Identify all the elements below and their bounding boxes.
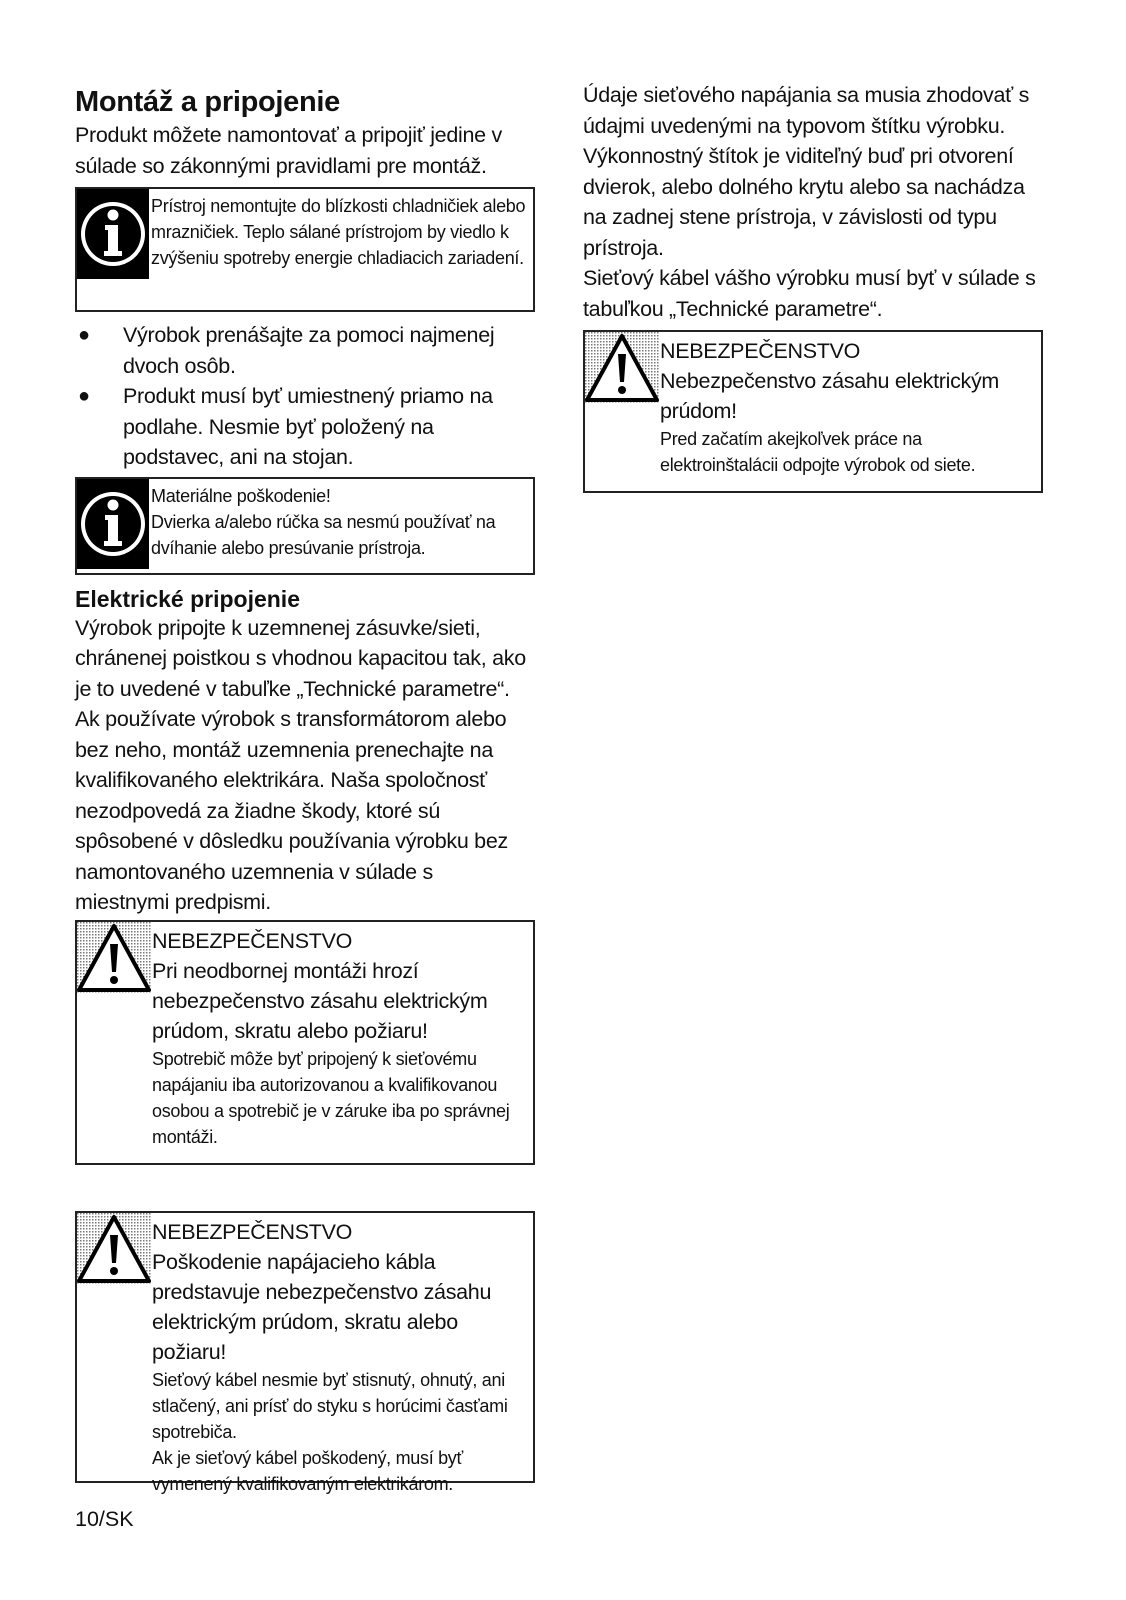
info-icon — [77, 479, 151, 569]
material-damage-label: Materiálne poškodenie! — [151, 485, 331, 506]
danger-text: Pred začatím akejkoľvek práce na elektroinštalácii odpojte výrobok od siete. — [660, 429, 976, 475]
danger-title: NEBEZPEČENSTVO — [152, 928, 353, 953]
bullet-icon: ● — [78, 385, 90, 407]
section-title: Montáž a pripojenie — [75, 86, 340, 118]
warning-triangle-icon — [77, 922, 151, 1012]
info-note — [75, 187, 535, 312]
page-number: 10/SK — [75, 1507, 134, 1531]
info-icon — [77, 189, 151, 279]
list-item: ● Produkt musí byť umiestnený priamo na podlahe. Nesmie byť položený na podstavec, ani na stojan. — [75, 381, 535, 473]
danger-title: NEBEZPEČENSTVO — [152, 1219, 353, 1244]
subsection-title: Elektrické pripojenie — [75, 585, 300, 612]
intro-paragraph: Produkt môžete namontovať a pripojiť jedine v súlade so zákonnými pravidlami pre montáž. — [75, 123, 502, 178]
info-note-text: Dvierka a/alebo rúčka sa nesmú používať na dvíhanie alebo presúvanie prístroja. — [151, 511, 496, 558]
danger-title: NEBEZPEČENSTVO — [660, 339, 861, 363]
danger-note — [75, 920, 535, 1165]
info-note-text: Prístroj nemontujte do blízkosti chladničiek alebo mrazničiek. Teplo sálané prístrojom by viedlo k zvýšeniu spotreby energie chladiacich zariadení. — [151, 196, 526, 268]
left-column — [75, 80, 535, 1494]
warning-triangle-icon — [585, 332, 659, 422]
info-note — [75, 477, 535, 575]
danger-lead: Poškodenie napájacieho kábla predstavuje nebezpečenstvo zásahu elektrickým prúdom, skratu alebo požiaru! — [152, 1249, 492, 1364]
danger-text: Spotrebič môže byť pripojený k sieťovému napájaniu iba autorizovanou a kvalifikovanou osobou a spotrebič je v záruke iba po správnej montáži. — [152, 1048, 510, 1147]
bullet-list — [75, 320, 535, 473]
right-column — [583, 80, 1043, 501]
cable-paragraph: Sieťový kábel vášho výrobku musí byť v súlade s tabuľkou „Technické parametre“. — [583, 266, 1036, 321]
danger-lead: Nebezpečenstvo zásahu elektrickým prúdom! — [660, 369, 1000, 423]
list-item: ● Výrobok prenášajte za pomoci najmenej dvoch osôb. — [75, 320, 535, 381]
danger-lead: Pri neodbornej montáži hrozí nebezpečenstvo zásahu elektrickým prúdom, skratu alebo požiaru! — [152, 958, 488, 1043]
danger-text: Ak je sieťový kábel poškodený, musí byť vymenený kvalifikovaným elektrikárom. — [152, 1447, 463, 1494]
bullet-icon: ● — [78, 324, 90, 346]
electrical-paragraph: Výrobok pripojte k uzemnenej zásuvke/sieti, chránenej poistkou s vhodnou kapacitou tak, ako je to uvedené v tabuľke „Technické parametre“. Ak používate výrobok s transformátorom alebo bez neho, montáž uzemnenia prenechajte na kvalifikovaného elektrikára. Naša spoločnosť nezodpovedá za žiadne škody, ktoré sú spôsobené v dôsledku používania výrobku bez namontovaného uzemnenia v súlade s miestnymi predpismi. — [75, 615, 526, 914]
warning-triangle-icon — [77, 1213, 151, 1303]
danger-note — [583, 330, 1043, 493]
danger-note — [75, 1211, 535, 1494]
power-data-paragraph: Údaje sieťového napájania sa musia zhodovať s údajmi uvedenými na typovom štítku výrobku. Výkonnostný štítok je viditeľný buď pri otvorení dvierok, alebo dolného krytu alebo sa nachádza na zadnej stene prístroja, v závislosti od typu prístroja. — [583, 83, 1030, 260]
danger-text: Sieťový kábel nesmie byť stisnutý, ohnutý, ani stlačený, ani prísť do styku s horúcimi časťami spotrebiča. — [152, 1369, 508, 1442]
